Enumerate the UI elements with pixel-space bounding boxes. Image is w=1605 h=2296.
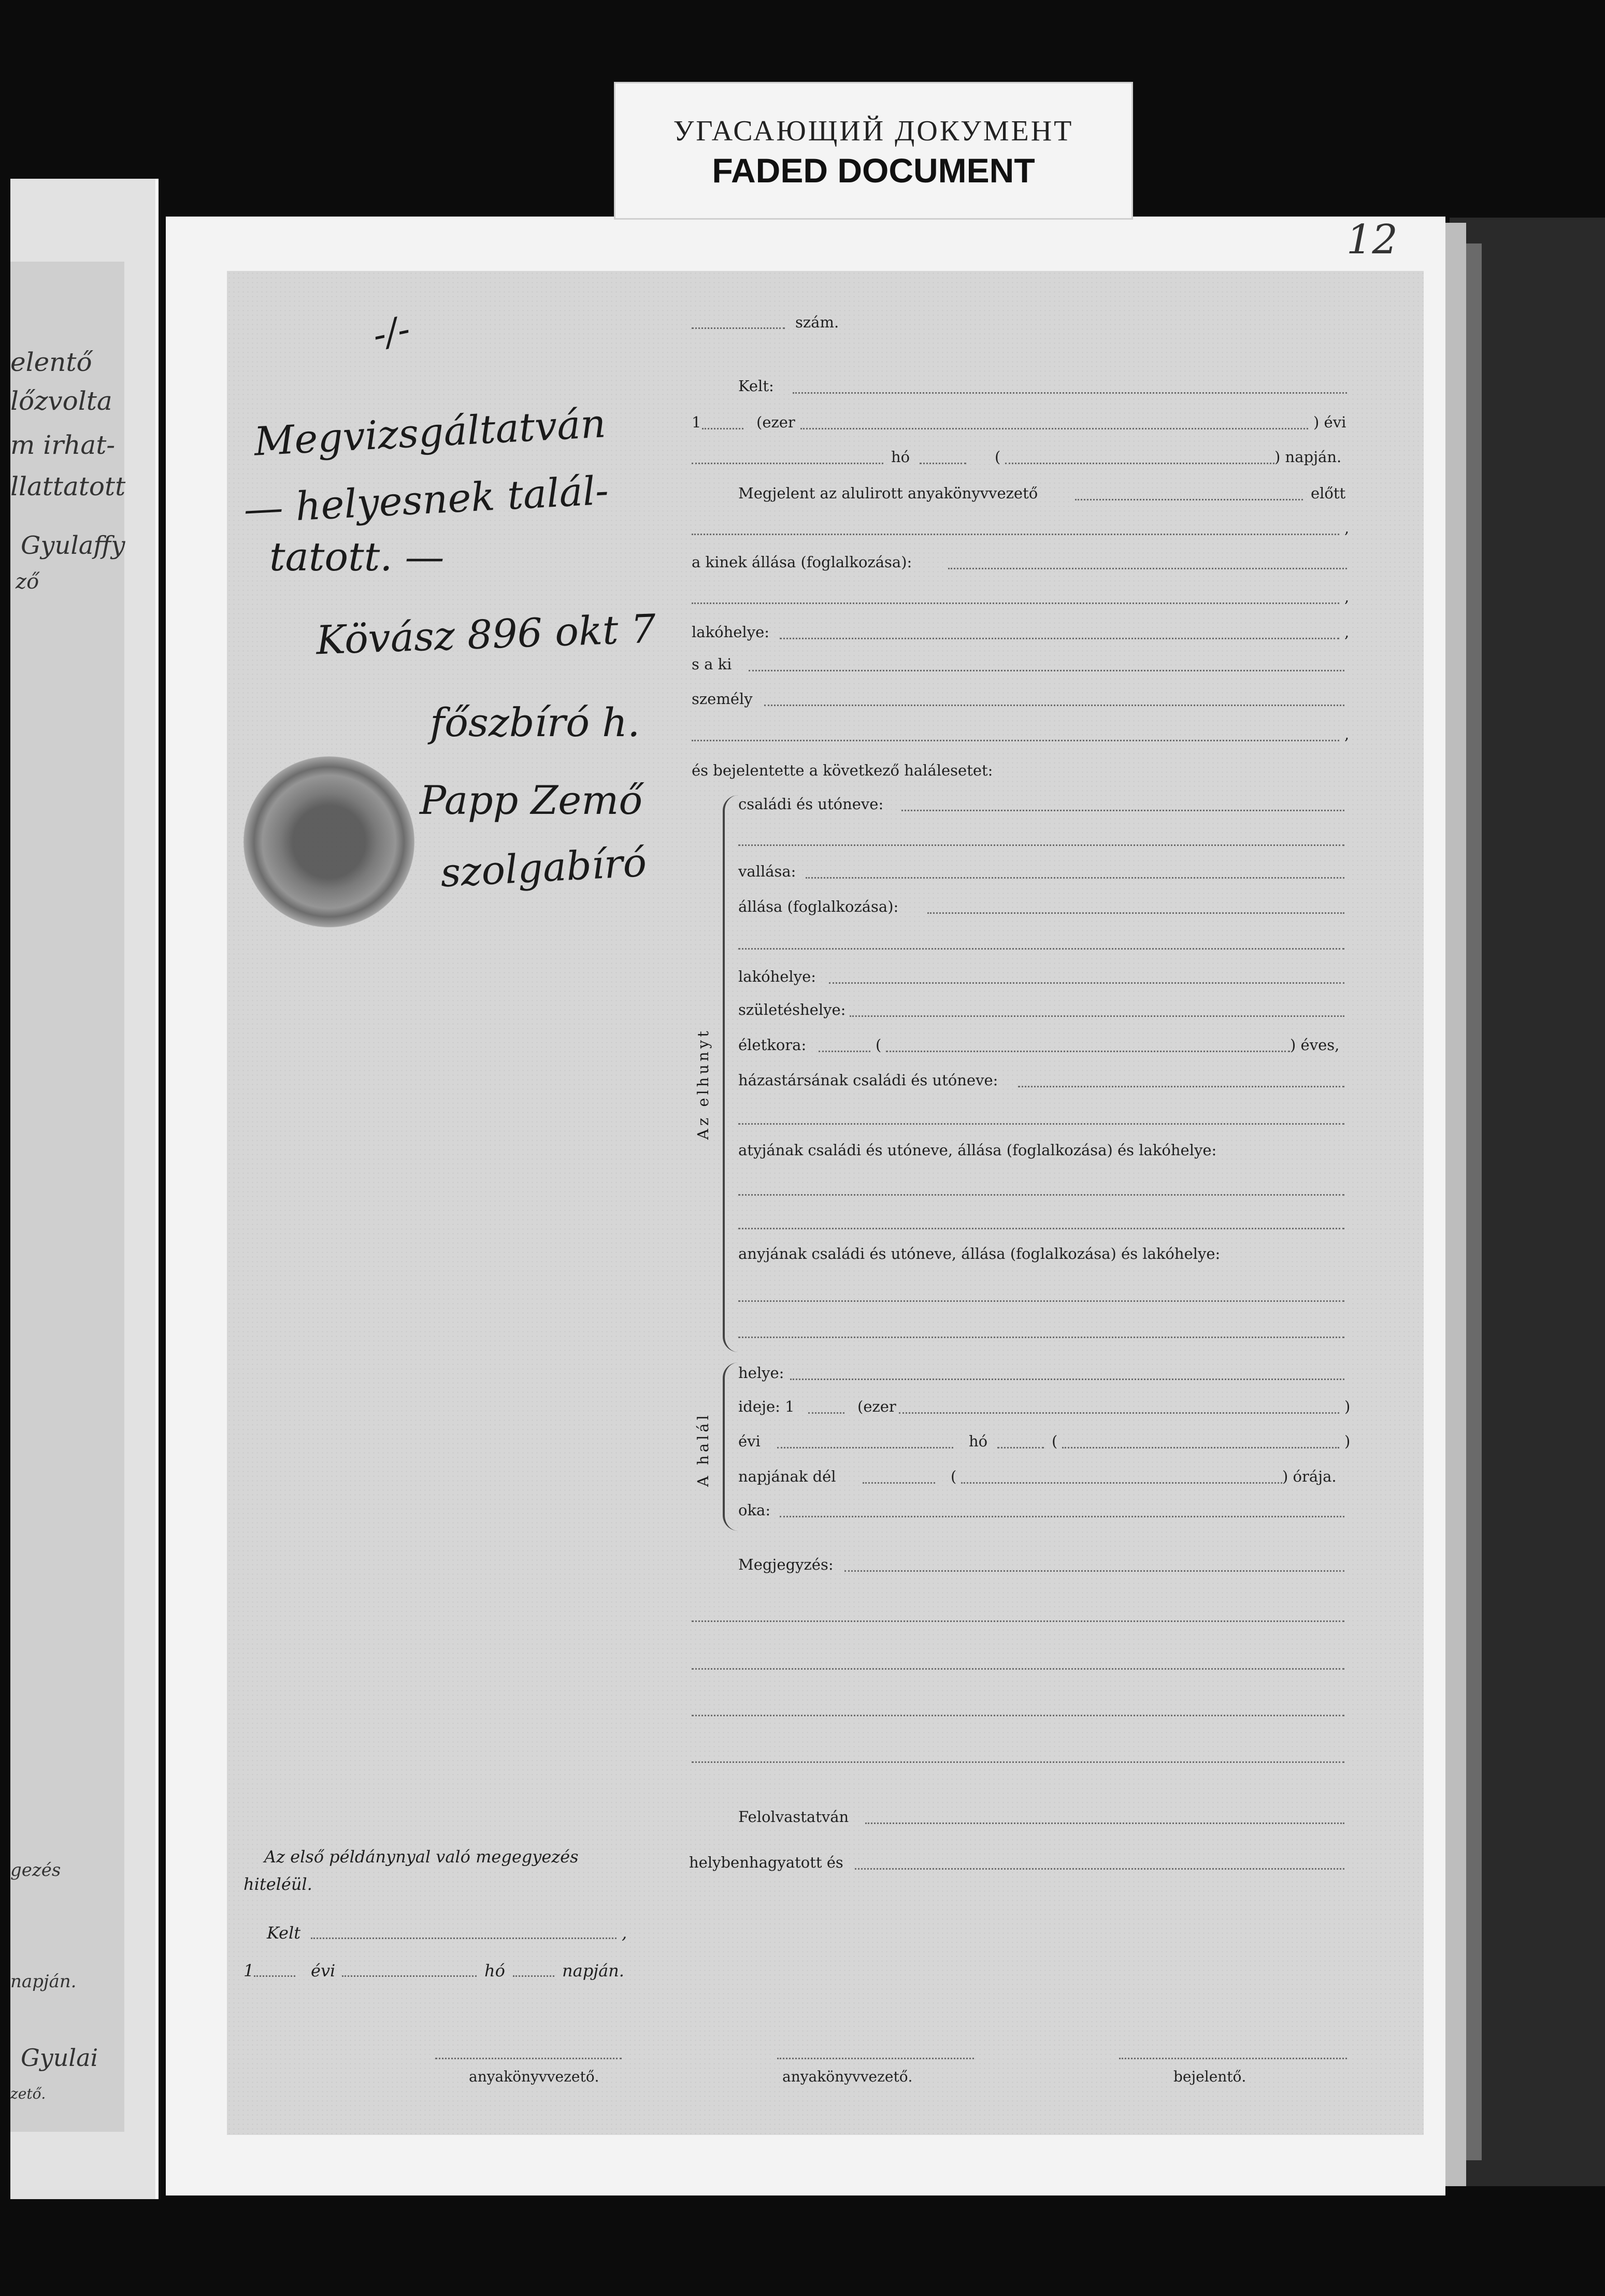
elhunyt-anyja-label: anyjának családi és utóneve, állása (foglalkozása) és lakóhelye:	[738, 1245, 1221, 1262]
handwritten-line-1: Megvizsgáltatván	[253, 400, 607, 465]
official-seal-stamp	[243, 756, 414, 927]
elhunyt-eves-label: ) éves,	[1290, 1036, 1340, 1054]
halal-month-dots	[777, 1447, 953, 1448]
megjegyzes-dots-5	[692, 1761, 1344, 1763]
signature-label-declarant: bejelentő.	[1173, 2068, 1246, 2085]
left-fragment-1: elentő	[10, 347, 92, 377]
left-fragment-4: llattatott	[10, 471, 126, 501]
comma-3: ,	[1344, 623, 1350, 641]
year-prefix: 1	[692, 413, 701, 431]
kelt-dots	[793, 392, 1347, 394]
left-fragment-8: napján.	[10, 1971, 77, 1992]
halal-paren: (	[1052, 1432, 1058, 1450]
halal-close-paren-1: )	[1344, 1398, 1351, 1415]
elhunyt-anyja-dots	[738, 1300, 1344, 1302]
handwritten-role-1: főszbíró h.	[430, 699, 640, 745]
signature-line-1	[435, 2058, 622, 2059]
elhunyt-atyja-label: atyjának családi és utóneve, állása (foglalkozása) és lakóhelye:	[738, 1141, 1217, 1159]
day-paren: (	[995, 448, 1001, 466]
signature-label-registrar-2: anyakönyvvezető.	[782, 2068, 913, 2085]
halal-oka-label: oka:	[738, 1501, 771, 1519]
megjegyzes-dots-4	[692, 1715, 1344, 1716]
left-fragment-6: ző	[16, 570, 39, 594]
halal-close-paren-2: )	[1344, 1432, 1351, 1450]
certification-comma: ,	[622, 1923, 627, 1943]
elhunyt-hazastars-dots-2	[738, 1123, 1344, 1125]
comma-1: ,	[1344, 519, 1350, 537]
elhunyt-allasa-dots-2	[738, 948, 1344, 950]
elhunyt-anyja-dots-2	[738, 1337, 1344, 1338]
halal-hour-paren: (	[951, 1468, 957, 1485]
left-fragment-2: lőzvolta	[10, 386, 112, 416]
bejelentette-text: és bejelentette a következő halálesetet:	[692, 762, 993, 779]
elhunyt-eletkora-dots	[819, 1051, 870, 1052]
napjan-label: ) napján.	[1274, 448, 1342, 466]
elott-label: előtt	[1311, 484, 1346, 502]
elhunyt-szuletes-label: születéshelye:	[738, 1001, 846, 1018]
halal-napjanak-label: napjának dél	[738, 1468, 836, 1485]
elhunyt-eletkora-label: életkora:	[738, 1036, 807, 1054]
halal-hour-dots	[863, 1482, 935, 1484]
elhunyt-lakohelye-dots	[829, 982, 1344, 984]
elhunyt-szuletes-dots	[850, 1015, 1344, 1017]
handwritten-line-3: tatott. —	[269, 534, 445, 580]
megjegyzes-label: Megjegyzés:	[738, 1556, 834, 1573]
declarant-name-dots	[692, 534, 1339, 535]
page-stack-edge	[1445, 223, 1466, 2186]
elhunyt-lakohelye-label: lakóhelye:	[738, 968, 816, 985]
elhunyt-eletkora-paren: (	[876, 1036, 882, 1054]
helybenhagyatott-label: helybenhagyatott és	[689, 1854, 843, 1871]
comma-4: ,	[1344, 725, 1350, 743]
certification-year: 1	[243, 1961, 254, 1981]
page-stack-edge-shadow	[1466, 243, 1482, 2160]
halal-helye-dots	[790, 1379, 1344, 1380]
certification-line-1: Az első példánynyal való megegyezés	[264, 1847, 579, 1867]
elhunyt-csaladi-dots-2	[738, 844, 1344, 846]
day-words-dots	[1005, 463, 1274, 464]
elhunyt-side-label: Az elhunyt	[694, 1028, 712, 1140]
halal-ezer-dots	[899, 1412, 1339, 1414]
left-fragment-3: m irhat-	[10, 430, 116, 460]
certification-line-2: hiteléül.	[243, 1874, 312, 1894]
halal-side-label: A halál	[694, 1412, 712, 1487]
signature-label-registrar-1: anyakönyvvezető.	[469, 2068, 599, 2085]
left-fragment-7: gezés	[10, 1860, 61, 1881]
day-dots	[920, 463, 966, 464]
lakohelye-label: lakóhelye:	[692, 623, 770, 641]
elhunyt-vallasa-dots	[806, 877, 1344, 879]
halal-ho-label: hó	[969, 1432, 988, 1450]
halal-ideje-dots	[808, 1412, 844, 1414]
lakohelye-dots	[780, 638, 1339, 639]
szam-dots	[692, 327, 785, 329]
halal-day-words-dots	[1062, 1447, 1339, 1448]
halal-oka-dots	[780, 1516, 1344, 1517]
registrar-dots	[1075, 499, 1303, 500]
elhunyt-eletkora-words-dots	[886, 1051, 1290, 1052]
szam-label: szám.	[795, 313, 839, 331]
elhunyt-allasa-label: állása (foglalkozása):	[738, 898, 899, 915]
megjegyzes-dots	[844, 1570, 1344, 1572]
handwritten-signature: Papp Zemő	[420, 777, 643, 823]
certification-evi-label: évi	[311, 1961, 336, 1981]
elhunyt-vallasa-label: vallása:	[738, 863, 796, 880]
left-fragment-10: zető.	[10, 2085, 46, 2102]
certification-kelt-label: Kelt	[267, 1923, 301, 1943]
label-english: FADED DOCUMENT	[712, 151, 1035, 190]
saki-dots	[749, 670, 1344, 671]
comma-2: ,	[1344, 588, 1350, 606]
halal-helye-label: helye:	[738, 1364, 784, 1382]
elhunyt-atyja-dots-2	[738, 1228, 1344, 1229]
certification-day-dots	[513, 1975, 554, 1977]
certification-ho-label: hó	[484, 1961, 505, 1981]
halal-evi-label: évi	[738, 1432, 761, 1450]
halal-ezer-label: (ezer	[857, 1398, 896, 1415]
megjelent-text: Megjelent az alulirott anyakönyvvezető	[738, 484, 1038, 502]
halal-oraja-label: ) órája.	[1282, 1468, 1337, 1485]
certification-month-dots	[342, 1975, 477, 1977]
ezer-label: (ezer	[756, 413, 795, 431]
felolvastatvan-dots	[865, 1823, 1344, 1824]
elhunyt-csaladi-label: családi és utóneve:	[738, 795, 884, 813]
halal-ideje-label: ideje: 1	[738, 1398, 795, 1415]
szemely-dots	[764, 705, 1344, 706]
occupation-dots-2	[692, 602, 1339, 604]
elhunyt-hazastars-label: házastársának családi és utóneve:	[738, 1071, 998, 1089]
halal-hour-words-dots	[961, 1482, 1282, 1484]
felolvastatvan-label: Felolvastatván	[738, 1808, 849, 1826]
label-russian: УГАСАЮЩИЙ ДОКУМЕНТ	[673, 115, 1074, 147]
handwritten-slash: -/-	[369, 307, 414, 357]
elhunyt-atyja-dots	[738, 1194, 1344, 1196]
megjegyzes-dots-2	[692, 1620, 1344, 1622]
evi-label: ) évi	[1313, 413, 1346, 431]
page-number: 12	[1346, 217, 1398, 263]
month-dots	[692, 463, 883, 464]
halal-day-dots	[997, 1447, 1044, 1448]
szemely-label: személy	[692, 690, 753, 708]
helybenhagyatott-dots	[855, 1868, 1344, 1870]
megjegyzes-dots-3	[692, 1668, 1344, 1670]
elhunyt-allasa-dots	[927, 912, 1344, 914]
faded-document-label	[614, 82, 1133, 220]
signature-line-2	[777, 2058, 974, 2059]
ezer-dots	[800, 428, 1308, 429]
kinek-allasa-dots	[948, 568, 1347, 569]
kinek-allasa-label: a kinek állása (foglalkozása):	[692, 553, 912, 571]
szemely-dots-2	[692, 740, 1339, 741]
signature-line-3	[1119, 2058, 1347, 2059]
kelt-label: Kelt:	[738, 377, 774, 395]
ho-label: hó	[891, 448, 910, 466]
left-fragment-9: Gyulai	[21, 2044, 98, 2072]
certification-napjan-label: napján.	[562, 1961, 624, 1981]
halal-brace	[723, 1362, 740, 1531]
certification-year-dots	[254, 1975, 295, 1977]
year-dots	[702, 428, 743, 429]
handwritten-line-2: — helyesnek talál-	[242, 467, 610, 533]
handwritten-date: Kövász 896 okt 7	[315, 605, 657, 664]
elhunyt-csaladi-dots	[901, 810, 1344, 811]
saki-label: s a ki	[692, 655, 732, 673]
elhunyt-hazastars-dots	[1018, 1086, 1344, 1087]
left-fragment-5: Gyulaffy	[21, 531, 125, 560]
elhunyt-brace	[723, 795, 740, 1352]
handwritten-role-2: szolgabíró	[439, 839, 648, 896]
certification-kelt-dots	[311, 1938, 617, 1939]
